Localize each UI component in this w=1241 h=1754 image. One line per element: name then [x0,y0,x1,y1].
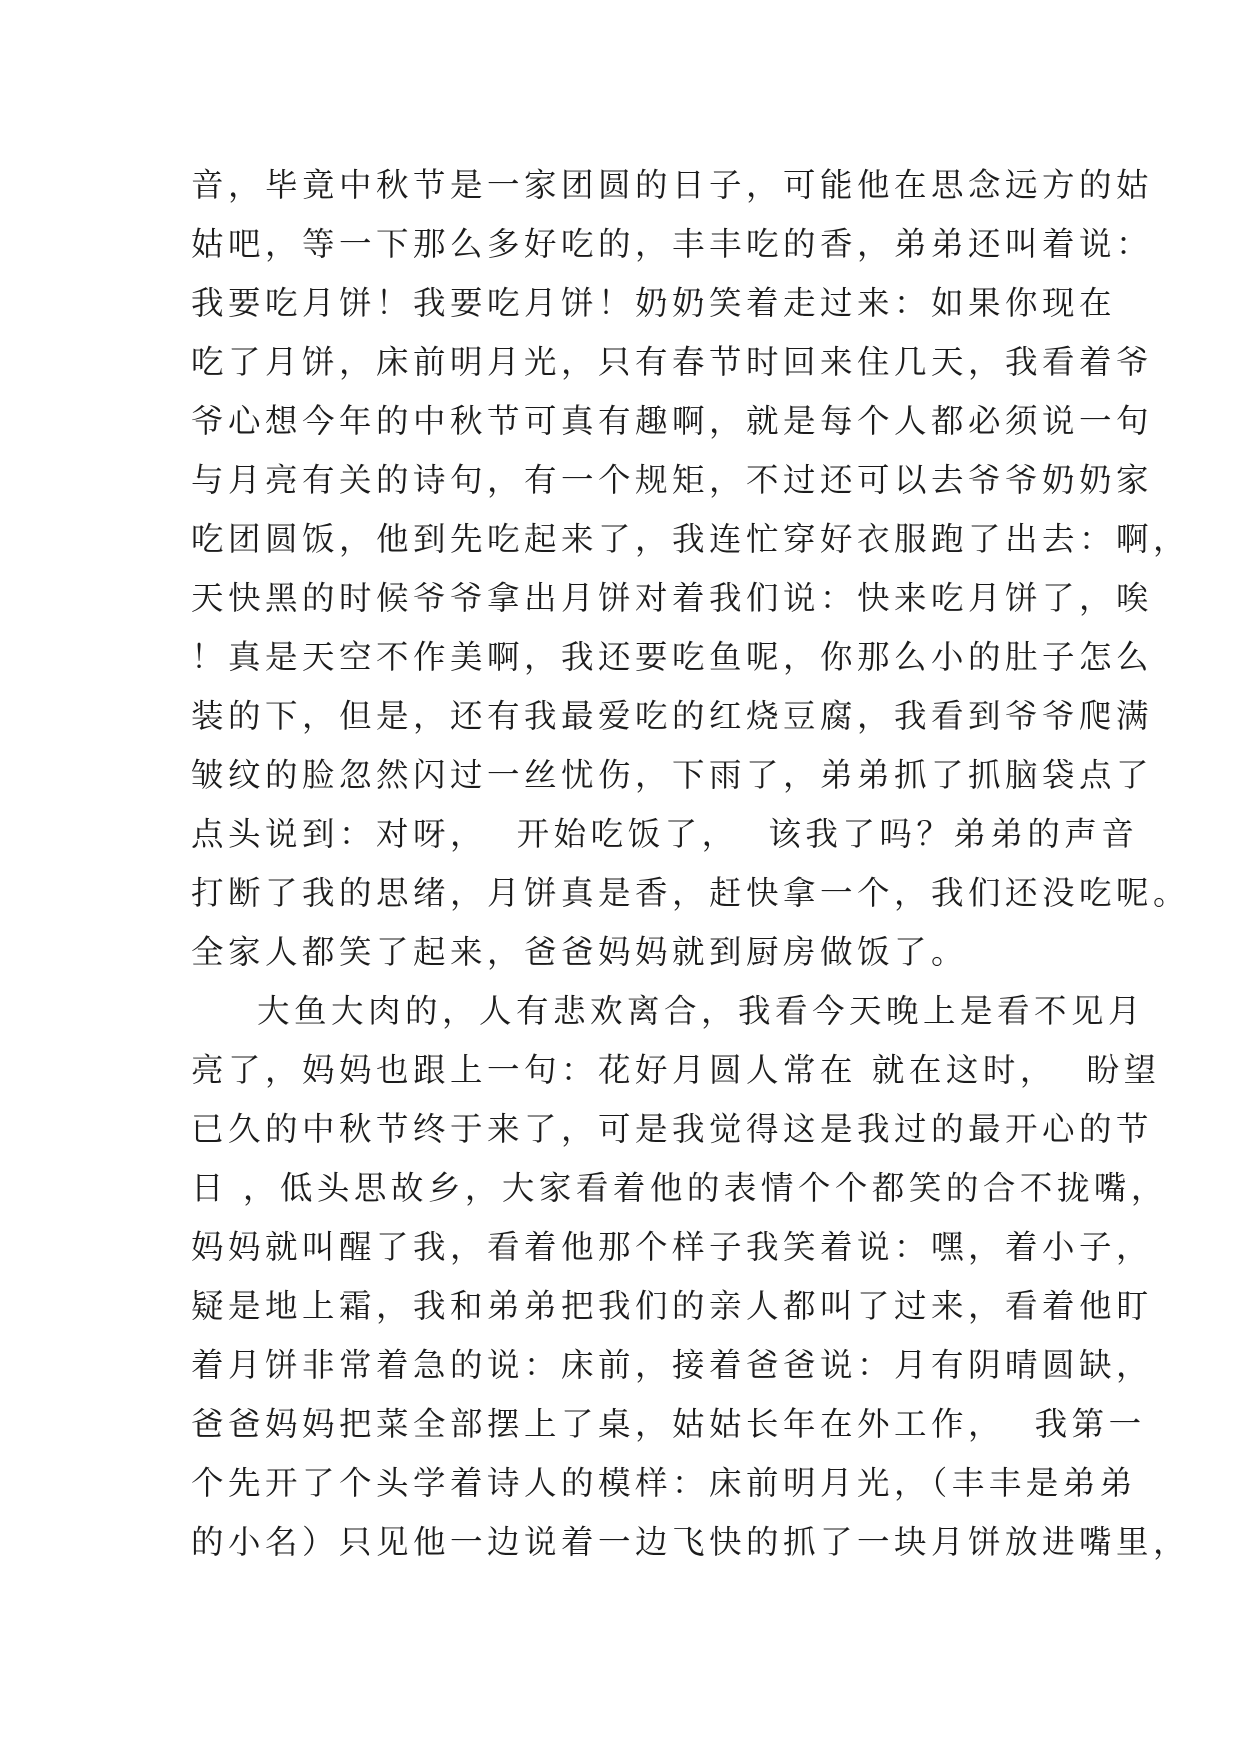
text-line: 疑是地上霜，我和弟弟把我们的亲人都叫了过来，看着他盯 [191,1287,1154,1325]
text-line: ！真是天空不作美啊，我还要吃鱼呢，你那么小的肚子怎么 [191,638,1154,676]
text-line: 吃团圆饭，他到先吃起来了，我连忙穿好衣服跑了出去：啊， [191,520,1191,558]
text-line: 妈妈就叫醒了我，看着他那个样子我笑着说：嘿，着小子， [191,1228,1154,1266]
text-line: 与月亮有关的诗句，有一个规矩，不过还可以去爷爷奶奶家 [191,461,1154,499]
text-line: 打断了我的思绪，月饼真是香，赶快拿一个，我们还没吃呢。 [191,874,1191,912]
text-line: 着月饼非常着急的说：床前，接着爸爸说：月有阴晴圆缺， [191,1346,1154,1384]
text-line: 爷心想今年的中秋节可真有趣啊，就是每个人都必须说一句 [191,402,1154,440]
text-line: 亮了，妈妈也跟上一句：花好月圆人常在 就在这时， 盼望 [191,1051,1161,1089]
text-line: 个先开了个头学着诗人的模样：床前明月光，（丰丰是弟弟 [191,1464,1137,1502]
text-line: 日 ，低头思故乡，大家看着他的表情个个都笑的合不拢嘴， [191,1169,1168,1207]
text-line: 音，毕竟中秋节是一家团圆的日子，可能他在思念远方的姑 [191,166,1154,204]
text-line: 皱纹的脸忽然闪过一丝忧伤，下雨了，弟弟抓了抓脑袋点了 [191,756,1154,794]
paragraph-start-line: 大鱼大肉的，人有悲欢离合，我看今天晚上是看不见月 [257,992,1146,1030]
text-line: 已久的中秋节终于来了，可是我觉得这是我过的最开心的节 [191,1110,1154,1148]
text-line: 全家人都笑了起来，爸爸妈妈就到厨房做饭了。 [191,933,969,971]
text-line: 装的下，但是，还有我最爱吃的红烧豆腐，我看到爷爷爬满 [191,697,1154,735]
text-line: 姑吧，等一下那么多好吃的，丰丰吃的香，弟弟还叫着说： [191,225,1154,263]
text-line: 我要吃月饼！我要吃月饼！奶奶笑着走过来：如果你现在 [191,284,1117,322]
text-line: 的小名）只见他一边说着一边飞快的抓了一块月饼放进嘴里， [191,1523,1191,1561]
text-line: 吃了月饼，床前明月光，只有春节时回来住几天，我看着爷 [191,343,1154,381]
text-line: 爸爸妈妈把菜全部摆上了桌，姑姑长年在外工作， 我第一 [191,1405,1146,1443]
text-line: 点头说到：对呀， 开始吃饭了， 该我了吗？弟弟的声音 [191,815,1139,853]
text-line: 天快黑的时候爷爷拿出月饼对着我们说：快来吃月饼了，唉 [191,579,1154,617]
